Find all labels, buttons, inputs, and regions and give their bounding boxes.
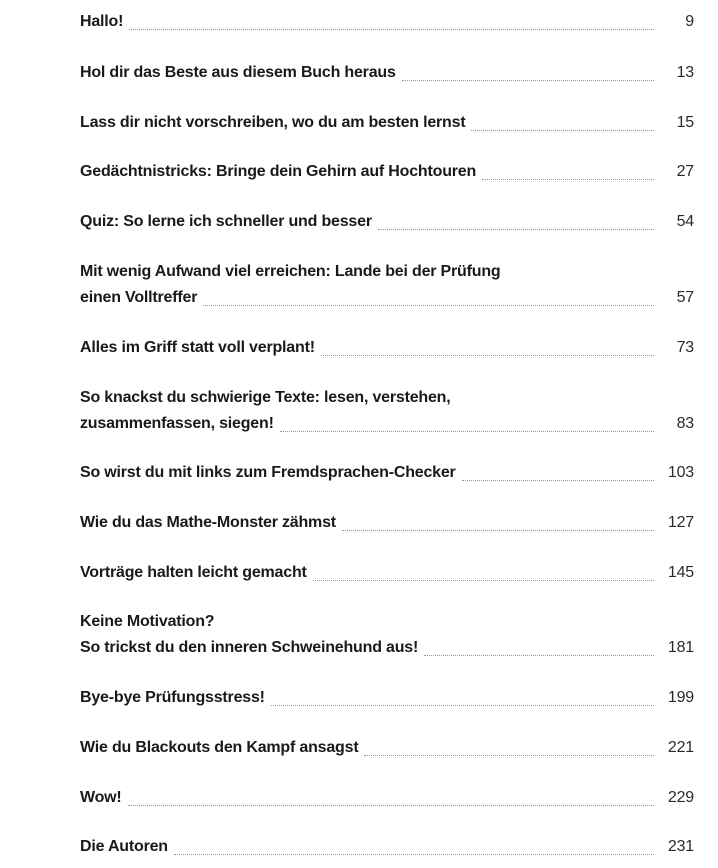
- toc-entry-page: 13: [676, 64, 694, 81]
- toc-entry-line: [80, 110, 694, 136]
- toc-entry[interactable]: [80, 335, 694, 361]
- toc-entry-page: 145: [667, 564, 694, 581]
- toc-entry-title: Hol dir das Beste aus diesem Buch heraus: [80, 64, 396, 81]
- toc-entry-title: einen Volltreffer: [80, 289, 198, 306]
- toc-entry-title: Vorträge halten leicht gemacht: [80, 564, 307, 581]
- toc-entry[interactable]: [80, 735, 694, 761]
- toc-entry-page: 15: [676, 114, 694, 131]
- toc-entry[interactable]: [80, 460, 694, 486]
- toc-entry-line: [80, 834, 694, 860]
- toc-entry-line: [80, 560, 694, 586]
- toc-entry-line: [80, 635, 694, 661]
- toc-entry-page: 181: [667, 639, 694, 656]
- toc-entry-line: [80, 285, 694, 311]
- dot-leader: [174, 844, 654, 855]
- toc-entry-page: 199: [667, 689, 694, 706]
- dot-leader: [364, 745, 654, 756]
- dot-leader: [424, 645, 654, 656]
- dot-leader: [313, 570, 654, 581]
- toc-entry-title: Lass dir nicht vorschreiben, wo du am besten lernst: [80, 114, 466, 131]
- toc-entry-page: 221: [667, 739, 694, 756]
- toc-entry[interactable]: [80, 209, 694, 235]
- toc-entry-title: Gedächtnistricks: Bringe dein Gehirn auf Hochtouren: [80, 163, 477, 180]
- toc-entry-line: [80, 785, 694, 811]
- toc-entry[interactable]: [80, 385, 694, 437]
- toc-entry-line: [80, 735, 694, 761]
- dot-leader: [342, 520, 654, 531]
- toc-entry-title-line1: So knackst du schwierige Texte: lesen, verstehen,: [80, 389, 451, 406]
- toc-entry-line: [80, 460, 694, 486]
- toc-entry[interactable]: [80, 609, 694, 661]
- toc-entry-title-line1: Keine Motivation?: [80, 613, 215, 630]
- dot-leader: [129, 19, 654, 30]
- toc-entry-title: Alles im Griff statt voll verplant!: [80, 339, 315, 356]
- dot-leader: [482, 169, 654, 180]
- dot-leader: [462, 470, 654, 481]
- dot-leader: [378, 219, 654, 230]
- toc-entry-page: 127: [667, 514, 694, 531]
- toc-entry-title: Wie du das Mathe-Monster zähmst: [80, 514, 336, 531]
- toc-entry-page: 229: [667, 789, 694, 806]
- dot-leader: [402, 70, 654, 81]
- toc-entry-title: Quiz: So lerne ich schneller und besser: [80, 213, 372, 230]
- toc-entry-title: Wow!: [80, 789, 122, 806]
- toc-entry[interactable]: [80, 9, 694, 35]
- toc-entry-page: 57: [676, 289, 694, 306]
- toc-entry-page: 9: [685, 13, 694, 30]
- dot-leader: [271, 695, 654, 706]
- toc-entry-line: [80, 510, 694, 536]
- toc-entry-line: [80, 335, 694, 361]
- toc-entry-title: zusammenfassen, siegen!: [80, 415, 274, 432]
- toc-entry-line: [80, 159, 694, 185]
- dot-leader: [471, 120, 654, 131]
- toc-entry-page: 83: [676, 415, 694, 432]
- toc-entry[interactable]: [80, 259, 694, 311]
- toc-entry[interactable]: [80, 685, 694, 711]
- toc-entry[interactable]: [80, 159, 694, 185]
- toc-entry[interactable]: [80, 785, 694, 811]
- toc-entry-title: Wie du Blackouts den Kampf ansagst: [80, 739, 359, 756]
- toc-entry-title: So trickst du den inneren Schweinehund aus!: [80, 639, 419, 656]
- toc-entry-page: 27: [676, 163, 694, 180]
- toc-entry-line: [80, 9, 694, 35]
- toc-entry-title: Hallo!: [80, 13, 124, 30]
- toc-entry[interactable]: [80, 560, 694, 586]
- toc-entry-line: [80, 411, 694, 437]
- dot-leader: [128, 795, 654, 806]
- toc-entry-line: [80, 60, 694, 86]
- toc-entry-page: 231: [667, 838, 694, 855]
- toc-entry[interactable]: [80, 834, 694, 860]
- toc-entry[interactable]: [80, 60, 694, 86]
- dot-leader: [203, 295, 654, 306]
- toc-entry-title-line1: Mit wenig Aufwand viel erreichen: Lande bei der Prüfung: [80, 263, 501, 280]
- toc-entry-page: 73: [676, 339, 694, 356]
- toc-entry[interactable]: [80, 510, 694, 536]
- toc-entry-title: Bye-bye Prüfungsstress!: [80, 689, 265, 706]
- toc-entry-line: [80, 685, 694, 711]
- toc-entry-title: So wirst du mit links zum Fremdsprachen-Checker: [80, 464, 456, 481]
- dot-leader: [280, 421, 654, 432]
- toc-entry-title: Die Autoren: [80, 838, 168, 855]
- toc-entry[interactable]: [80, 110, 694, 136]
- toc-entry-page: 103: [667, 464, 694, 481]
- dot-leader: [321, 345, 654, 356]
- toc-entry-line: [80, 209, 694, 235]
- toc-entry-page: 54: [676, 213, 694, 230]
